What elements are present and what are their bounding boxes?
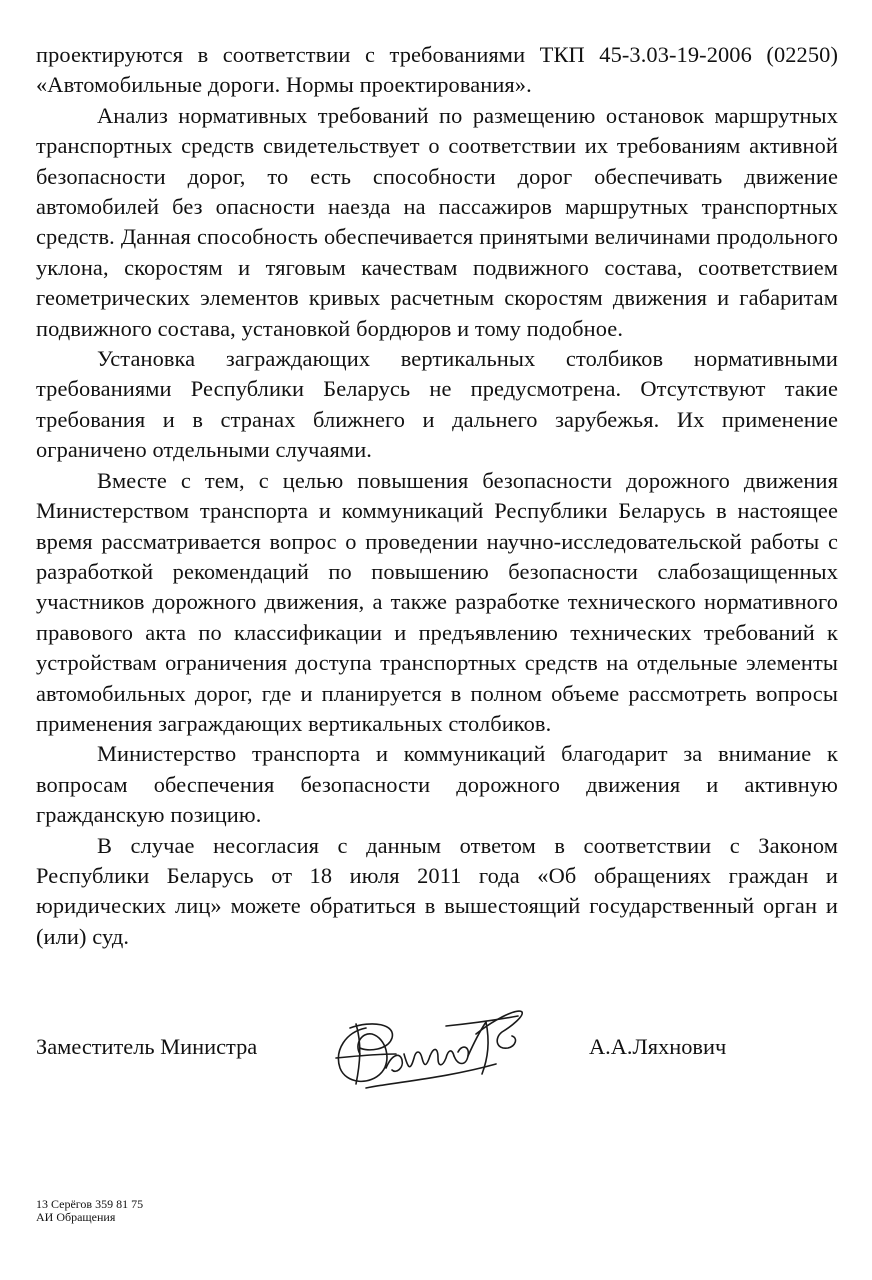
letter-body	[36, 40, 838, 952]
signatory-name: А.А.Ляхнович	[589, 1034, 727, 1059]
paragraph: Министерство транспорта и коммуникаций благодарит за внимание к вопросам обеспечения безопасности дорожного движения и активную гражданскую позицию.	[36, 741, 838, 828]
executor-line: 13 Серёгов 359 81 75	[36, 1197, 144, 1211]
paragraph: В случае несогласия с данным ответом в соответствии с Законом Республики Беларусь от 18 июля 2011 года «Об обращениях граждан и юридических лиц» можете обратиться в вышестоящий государственный орган и (или) суд.	[36, 832, 838, 949]
paragraph: Установка заграждающих вертикальных столбиков нормативными требованиями Республики Беларусь не предусмотрена. Отсутствуют такие требования и в странах ближнего и дальнего зарубежья. Их применение ограничено отдельными случаями.	[36, 346, 838, 463]
registry-line: АИ Обращения	[36, 1210, 116, 1224]
paragraph: Вместе с тем, с целью повышения безопасности дорожного движения Министерством транспорта и коммуникаций Республики Беларусь в настоящее время рассматривается вопрос о проведении научно-исследовательской работы с разработкой рекомендаций по повышению безопасности слабозащищенных участников дорожного движения, а также разработке технического нормативного правового акта по классификации и предъявлению технических требований к устройствам ограничения доступа транспортных средств на отдельные элементы автомобильных дорог, где и планируется в полном объеме рассмотреть вопросы применения заграждающих вертикальных столбиков.	[36, 467, 838, 736]
handwritten-signature-icon	[326, 998, 526, 1092]
paragraph: Анализ нормативных требований по размещению остановок маршрутных транспортных средств свидетельствует о соответствии их требованиям активной безопасности дорог, то есть способности дорог обеспечивать движение автомобилей без опасности наезда на пассажиров маршрутных транспортных средств. Данная способность обеспечивается принятыми величинами продольного уклона, скоростям и тяговым качествам подвижного состава, соответствием геометрических элементов кривых расчетным скоростям движения и габаритам подвижного состава, установкой бордюров и тому подобное.	[36, 102, 838, 341]
paragraph: проектируются в соответствии с требованиями ТКП 45-3.03-19-2006 (02250) «Автомобильные дороги. Нормы проектирования».	[36, 42, 838, 98]
executor-note	[36, 1198, 143, 1224]
signatory-position: Заместитель Министра	[36, 1034, 258, 1059]
